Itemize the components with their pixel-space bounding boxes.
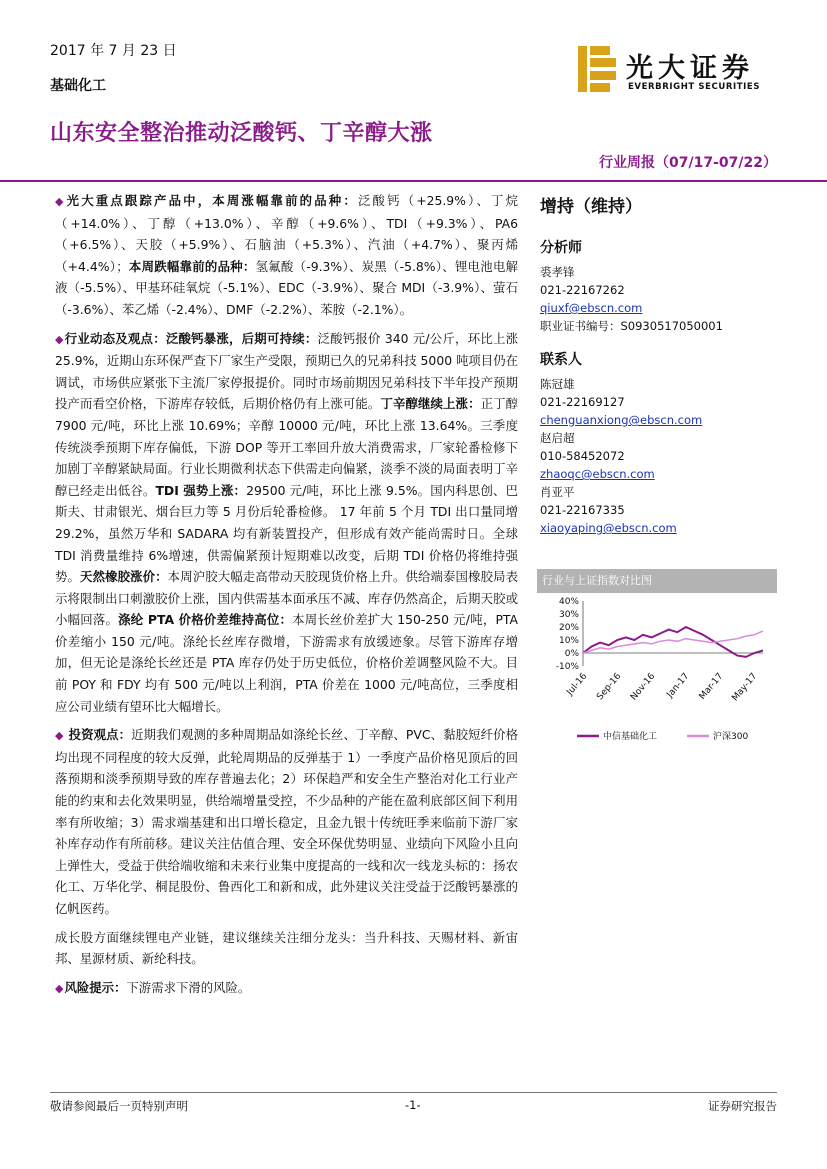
report-title: 山东安全整治推动泛酸钙、丁辛醇大涨	[50, 121, 433, 146]
contact-email-link[interactable]: xiaoyaping@ebscn.com	[540, 521, 677, 535]
contact-phone: 021-22167335	[540, 503, 625, 517]
diamond-bullet-icon: ◆	[55, 195, 66, 208]
contact-phone: 021-22169127	[540, 395, 625, 409]
y-tick-label: 10%	[558, 636, 579, 646]
contact-name: 陈冠雄	[540, 377, 575, 391]
rating: 增持（维持）	[540, 197, 642, 217]
contact-item	[540, 483, 777, 537]
y-tick-label: 40%	[558, 597, 579, 607]
x-tick-label: Jul-16	[565, 671, 590, 698]
y-tick-label: 30%	[558, 610, 579, 620]
contact-heading: 联系人	[540, 352, 582, 368]
series-line	[583, 627, 763, 657]
paragraph-risk: ◆风险提示：下游需求下滑的风险。	[55, 979, 251, 995]
contact-phone: 010-58452072	[540, 449, 625, 463]
x-tick-label: Sep-16	[595, 671, 624, 703]
y-tick-label: 20%	[558, 623, 579, 633]
diamond-bullet-icon: ◆	[55, 981, 64, 995]
analyst-phone: 021-22167262	[540, 283, 625, 297]
y-tick-label: 0%	[564, 649, 579, 659]
legend-label: 沪深300	[713, 732, 749, 742]
y-tick-label: -10%	[555, 662, 579, 672]
report-date: 2017 年 7 月 23 日	[50, 43, 177, 59]
paragraph-growth: 成长股方面继续锂电产业链，建议继续关注细分龙头：当升科技、天赐材料、新宙邦、星源材质、新纶科技。	[55, 929, 518, 967]
chart-plot	[537, 593, 777, 749]
report-body	[55, 190, 518, 1006]
contact-item	[540, 429, 777, 483]
page-number: -1-	[405, 1098, 421, 1112]
footer-label: 证券研究报告	[708, 1099, 777, 1113]
contact-item	[540, 375, 777, 429]
company-logo	[578, 46, 778, 96]
x-tick-label: May-17	[730, 671, 760, 704]
header-divider	[0, 180, 827, 182]
footer-disclaimer: 敬请参阅最后一页特别声明	[50, 1099, 188, 1113]
x-tick-label: Nov-16	[629, 671, 658, 703]
analyst-cert: 职业证书编号：S0930517050001	[540, 319, 723, 333]
analyst-name: 裘孝锋	[540, 265, 575, 279]
comparison-chart	[537, 569, 777, 749]
diamond-bullet-icon: ◆	[55, 332, 64, 346]
logo-mark-icon	[578, 46, 622, 92]
logo-name-cn: 光大证券	[626, 53, 754, 84]
chart-title: 行业与上证指数对比图	[537, 569, 777, 593]
paragraph-industry: ◆行业动态及观点：泛酸钙暴涨，后期可持续：泛酸钙报价 340 元/公斤，环比上涨 25.9%，近期山东环保严查下厂家生产受限，预期已久的兄弟科技 5000 吨项目仍在调试，市场供应紧张下主流厂家停报提价。同时市场前期因兄弟科技下半年投产预期投产而看空价格，下游库存较低，后期价格仍有上涨可能。丁辛醇继续上涨：正丁醇 7900 元/吨，环比上涨 10.69%；辛醇 10000 元/吨，环比上涨 13.64%。三季度传统淡季预期下库存偏低，下游 DOP 等开工率回升放大消费需求，厂家轮番检修下加剧丁辛醇紧缺局面。行业长期微利状态下供需走向偏紧，淡季不淡的局面表明丁辛醇已经走出低谷。TDI 强势上涨：29500 元/吨，环比上涨 9.5%。国内科思创、巴斯夫、甘肃银光、烟台巨力等 5 月份后轮番检修。 17 年前 5 个月 TDI 出口量同增 29.2%，虽然万华和 SADARA 均有新装置投产，但形成有效产能尚需时日。全球 TDI 消费量维持 6%增速，供需偏紧预计短期难以改变，后期 TDI 价格仍将维持强势。天然橡胶涨价：本周沪胶大幅走高带动天胶现货价格上升。供给端泰国橡胶局表示将限制出口刺激胶价上涨，国内供需基本面承压不减、库存仍然高企，后期天胶或小幅回落。涤纶 PTA 价格价差维持高位：本周长丝价差扩大 150-250 元/吨，PTA 价差缩小 150 元/吨。涤纶长丝库存微增，下游需求有放缓迹象。尽管下游库存增加，但无论是涤纶长丝还是 PTA 库存仍处于历史低位，价格价差调整风险不大。目前 POY 和 FDY 均有 500 元/吨以上利润，PTA 价差在 1000 元/吨高位，三季度相应公司业绩有望环比大幅增长。	[55, 330, 519, 714]
analyst-heading: 分析师	[540, 240, 582, 256]
sector-label: 基础化工	[50, 78, 106, 94]
contact-name: 肖亚平	[540, 485, 575, 499]
sidebar	[540, 192, 777, 537]
contact-email-link[interactable]: chenguanxiong@ebscn.com	[540, 413, 703, 427]
x-tick-label: Mar-17	[697, 671, 726, 702]
contact-name: 赵启超	[540, 431, 575, 445]
logo-name-en: EVERBRIGHT SECURITIES	[628, 82, 761, 92]
paragraph-investment: ◆ 投资观点：近期我们观测的多种周期品如涤纶长丝、丁辛醇、PVC、黏胶短纤价格均出现不同程度的较大反弹，此轮周期品的反弹基于 1）一季度产品价格见顶后的回落预期和淡季预期导致的库存普遍去化；2）环保趋严和安全生产整治对化工行业产能的约束和去化效果明显，供给端增量受控，不少品种的产能在盈利底部区间下利用率有所收缩；3）需求端基建和出口增长稳定，且金九银十传统旺季来临前下游厂家补库存动作有所前移。建议关注估值合理、安全环保优势明显、业绩向下风险小且向上弹性大，受益于供给端收缩和未来行业集中度提高的一线和次一线龙头标的：扬农化工、万华化学、桐昆股份、鲁西化工和新和成，此外建议关注受益于泛酸钙暴涨的亿帆医药。	[55, 727, 518, 916]
footer-divider	[50, 1092, 777, 1093]
series-line	[583, 631, 763, 653]
paragraph-products: ◆光大重点跟踪产品中，本周涨幅靠前的品种：泛酸钙（+25.9%）、丁烷（+14.0%）、丁醇（+13.0%）、辛醇（+9.6%）、TDI（+9.3%）、PA6（+6.5%）、天胶（+5.9%）、石脑油（+5.3%）、汽油（+4.7%）、聚丙烯（+4.4%）；本周跌幅靠前的品种：氢氟酸（-9.3%）、炭黑（-5.8%）、锂电池电解液（-5.5%）、甲基环硅氧烷（-5.1%）、EDC（-3.9%）、聚合 MDI（-3.9%）、萤石（-3.6%）、苯乙烯（-2.4%）、DMF（-2.2%）、苯胺（-2.1%）。	[55, 193, 519, 317]
x-tick-label: Jan-17	[665, 671, 692, 700]
analyst-email-link[interactable]: qiuxf@ebscn.com	[540, 301, 643, 315]
contact-email-link[interactable]: zhaoqc@ebscn.com	[540, 467, 655, 481]
legend-label: 中信基础化工	[603, 732, 658, 742]
report-type: 行业周报（07/17-07/22）	[599, 155, 777, 171]
diamond-bullet-icon: ◆	[55, 729, 64, 743]
